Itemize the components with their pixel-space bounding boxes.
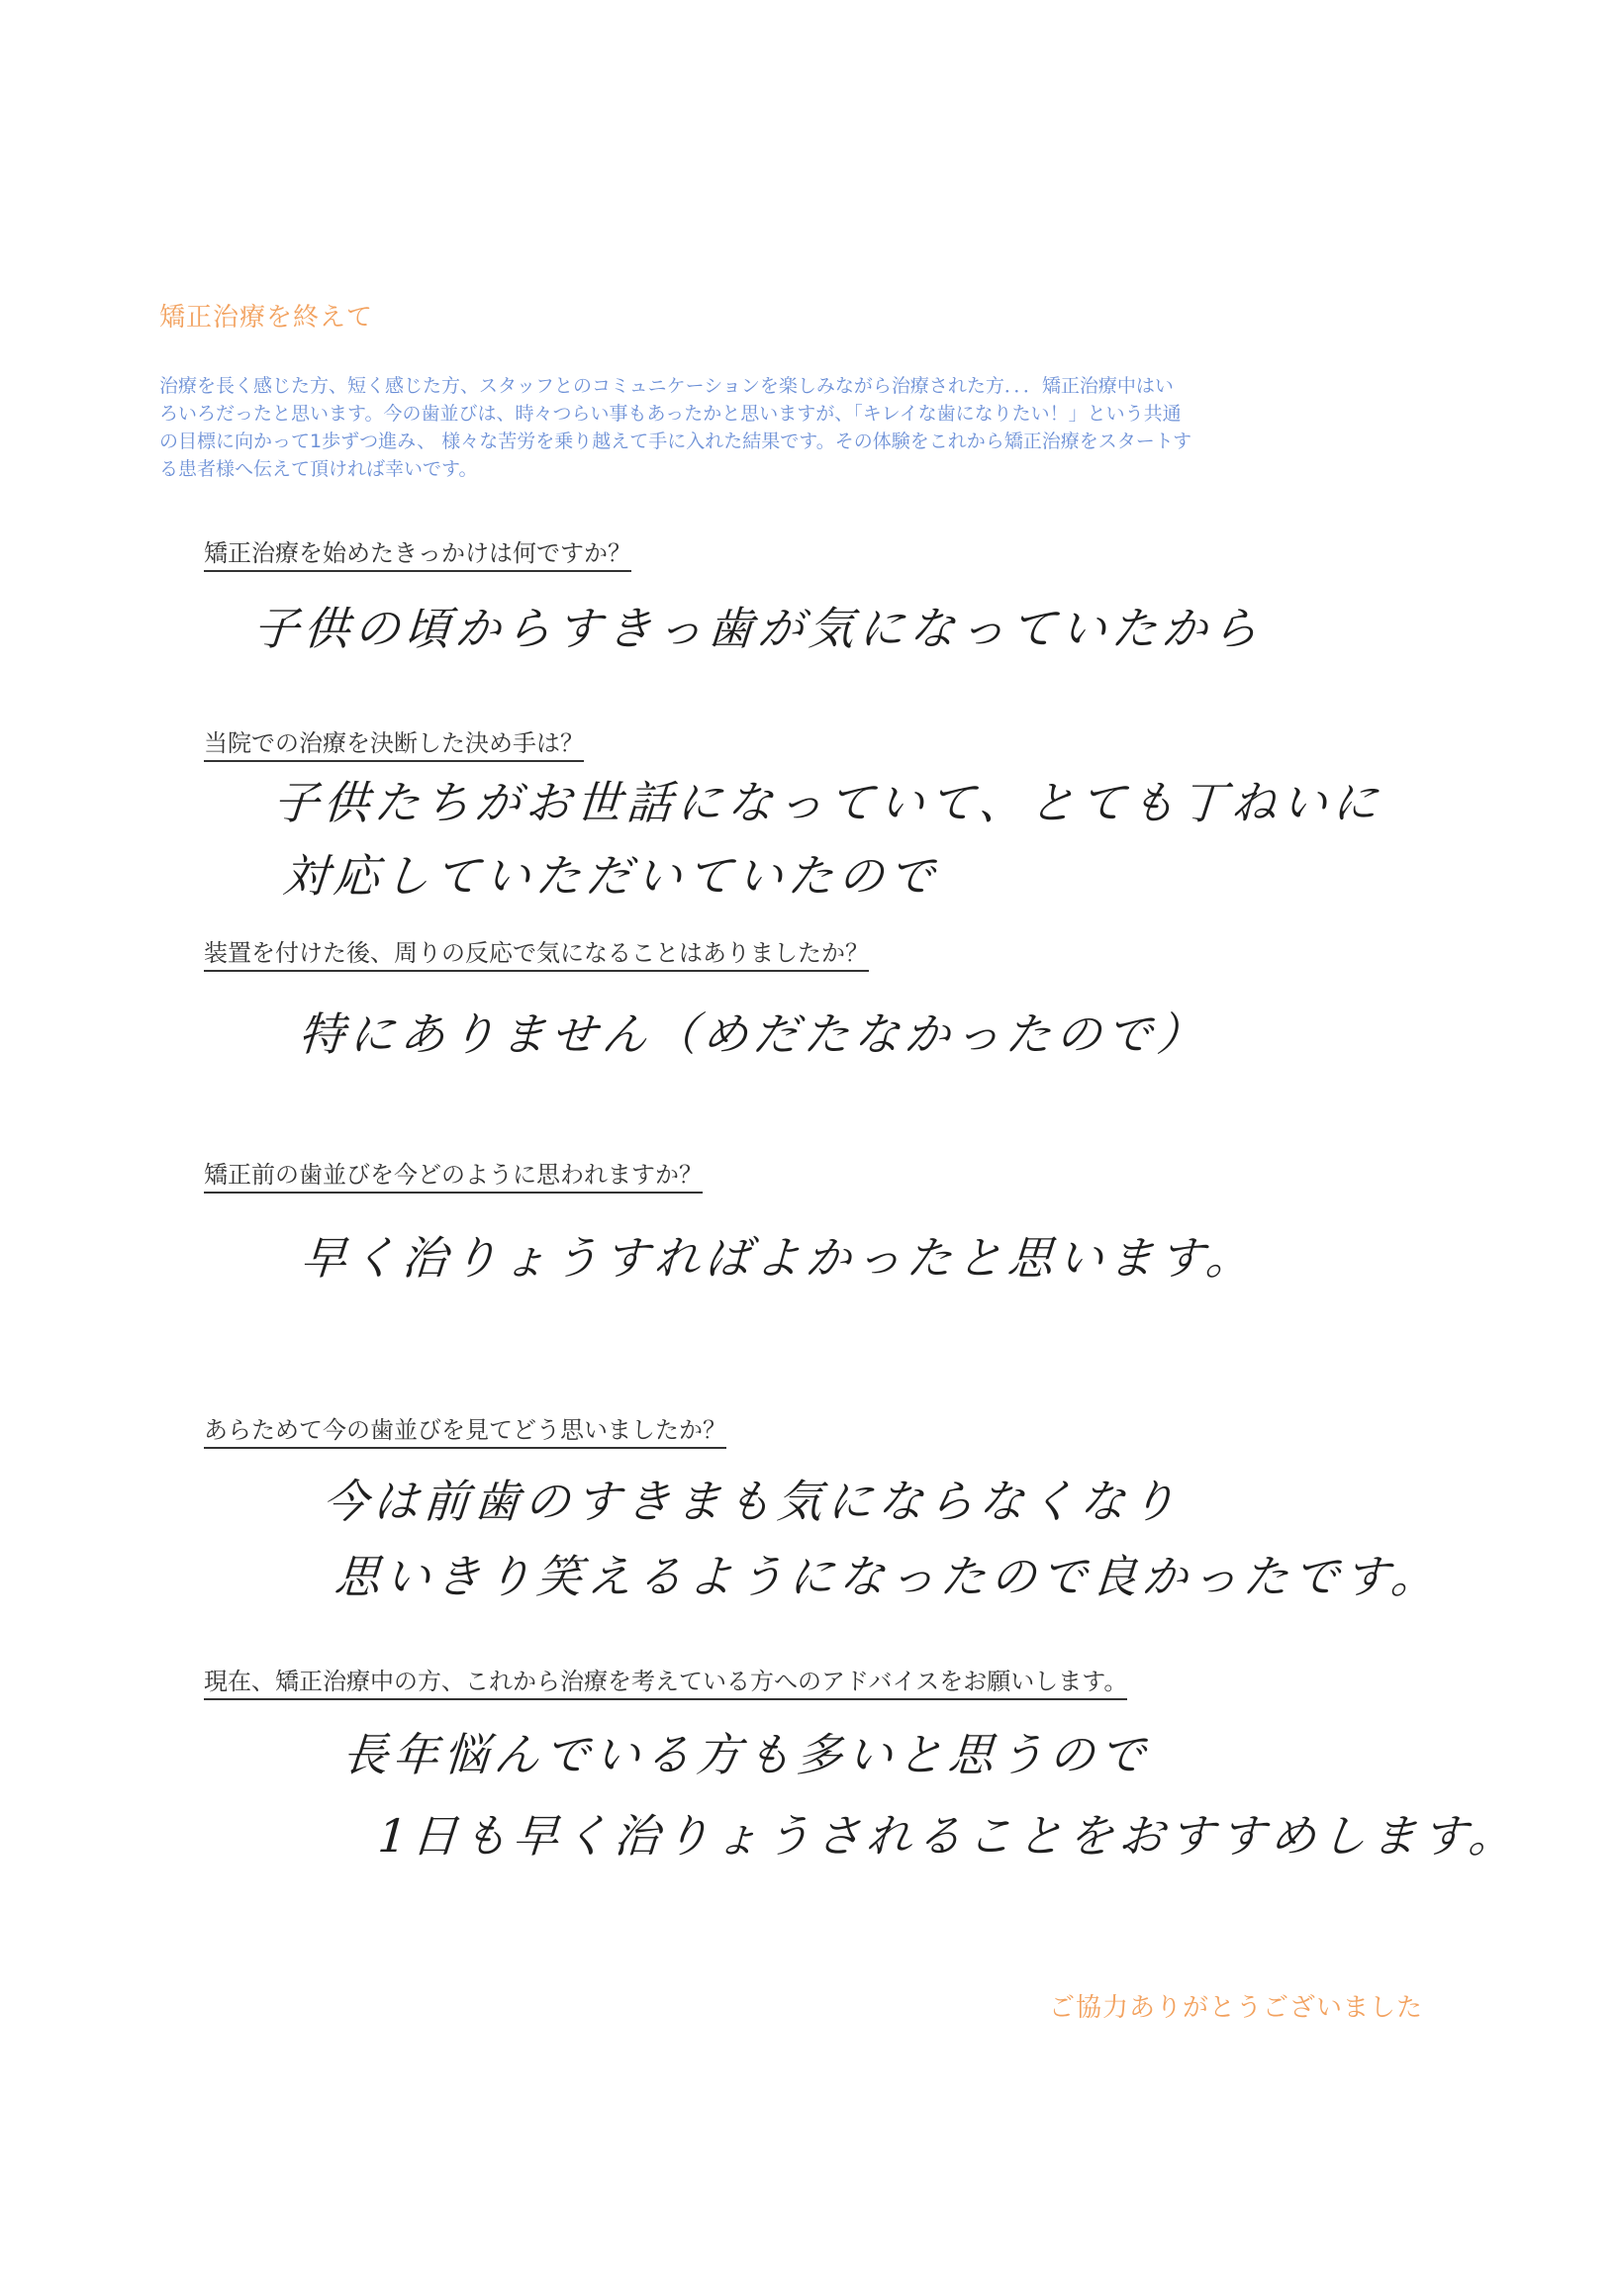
question-5: あらためて今の歯並びを見てどう思いましたか？ [204,1415,726,1449]
intro-line: 治療を長く感じた方、短く感じた方、スタッフとのコミュニケーションを楽しみながら治療された方．．．矯正治療中はい [159,375,1174,397]
answer-3-line-1: 特にありません（めだたなかったので） [297,1007,1209,1061]
question-2: 当院での治療を決断した決め手は？ [204,728,584,762]
answer-2-line-2: 対応していただいていたので [281,849,941,903]
intro-line: る患者様へ伝えて頂ければ幸いです。 [159,458,478,480]
answer-5-line-1: 今は前歯のすきまも気にならなくなり [321,1475,1183,1528]
answer-6-line-2: 1日も早く治りょうされることをおすすめします。 [376,1809,1521,1863]
answer-1-line-1: 子供の頃からすきっ歯が気になっていたから [251,602,1265,655]
intro-line: ろいろだったと思います。今の歯並びは、時々つらい事もあったかと思いますが、「キレイな歯になりたい！」という共通 [159,403,1182,425]
intro-line: の目標に向かって1歩ずつ進み、 様々な苦労を乗り越えて手に入れた結果です。その体験をこれから矯正治療をスタートす [159,430,1192,452]
answer-2-line-1: 子供たちがお世話になっていて、とても丁ねいに [271,776,1384,829]
answer-4-line-1: 早く治りょうすればよかったと思います。 [299,1231,1259,1285]
question-6: 現在、矯正治療中の方、これから治療を考えている方へのアドバイスをお願いします。 [204,1667,1127,1700]
question-1: 矯正治療を始めたきっかけは何ですか？ [204,538,631,572]
closing-thanks: ご協力ありがとうございました [1049,1993,1424,2023]
intro-text [159,372,1456,483]
answer-5-line-2: 思いきり笑えるようになったので良かったです。 [333,1550,1444,1603]
answer-6-line-1: 長年悩んでいる方も多いと思うので [340,1728,1152,1781]
document-title: 矯正治療を終えて [159,303,374,333]
question-4: 矯正前の歯並びを今どのように思われますか？ [204,1160,703,1194]
question-3: 装置を付けた後、周りの反応で気になることはありましたか？ [204,938,869,972]
